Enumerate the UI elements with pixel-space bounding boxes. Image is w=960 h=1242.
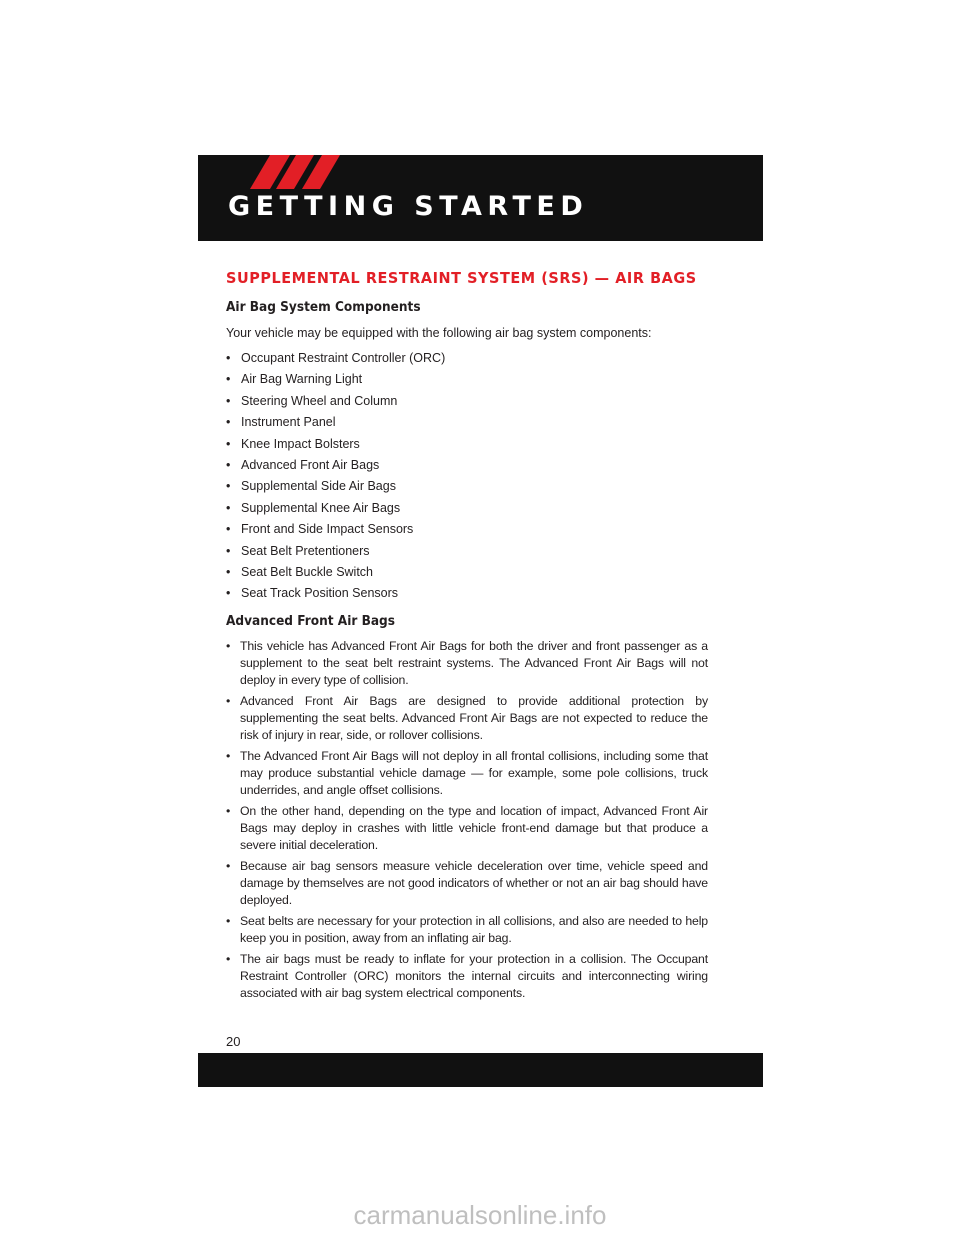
list-item: • Supplemental Side Air Bags bbox=[226, 479, 396, 494]
components-heading: Air Bag System Components bbox=[226, 299, 421, 315]
list-item: • Seat Track Position Sensors bbox=[226, 586, 399, 601]
list-item: • This vehicle has Advanced Front Air Bags for both the driver and front passenger as a supplement to the seat belt restraint systems. The Advanced Front Air Bags will not deploy in every type of collision. bbox=[226, 638, 708, 689]
header-bar bbox=[198, 155, 763, 241]
watermark-text: carmanualsonline.info bbox=[353, 1200, 607, 1230]
list-item: • Seat Belt Buckle Switch bbox=[226, 564, 374, 579]
racing-stripes-icon bbox=[250, 155, 345, 189]
list-item: • Front and Side Impact Sensors bbox=[226, 522, 414, 537]
list-item: • The air bags must be ready to inflate for your protection in a collision. The Occupant Restraint Controller (ORC) monitors the internal circuits and interconnecting wiring associated with air bag system electrical components. bbox=[226, 951, 708, 1002]
list-item: • Air Bag Warning Light bbox=[226, 372, 363, 387]
list-item: • Seat belts are necessary for your protection in all collisions, and also are needed to help keep you in position, away from an inflating air bag. bbox=[226, 913, 708, 947]
components-list bbox=[226, 348, 708, 605]
page-number: 20 bbox=[226, 1034, 241, 1049]
list-item: • On the other hand, depending on the type and location of impact, Advanced Front Air Bags may deploy in crashes with little vehicle front-end damage but that produce a severe initial deceleration. bbox=[226, 803, 708, 854]
list-item: • Advanced Front Air Bags are designed to provide additional protection by supplementing the seat belts. Advanced Front Air Bags are not expected to reduce the risk of injury in rear, side, or rollover collisions. bbox=[226, 693, 708, 744]
list-item: • Advanced Front Air Bags bbox=[226, 457, 380, 472]
list-item: • Occupant Restraint Controller (ORC) bbox=[226, 351, 446, 365]
advanced-front-air-bags-list bbox=[226, 638, 708, 1002]
footer-bar bbox=[198, 1053, 763, 1087]
list-item: • Steering Wheel and Column bbox=[226, 393, 398, 408]
list-item: • Supplemental Knee Air Bags bbox=[226, 500, 401, 515]
page-header-title: GETTING STARTED bbox=[228, 191, 589, 222]
main-content bbox=[226, 265, 708, 1006]
components-intro: Your vehicle may be equipped with the following air bag system components: bbox=[226, 326, 652, 340]
list-item: • Instrument Panel bbox=[226, 415, 336, 430]
list-item: • Seat Belt Pretentioners bbox=[226, 543, 370, 558]
advanced-front-air-bags-heading: Advanced Front Air Bags bbox=[226, 612, 395, 629]
list-item: • Knee Impact Bolsters bbox=[226, 436, 360, 451]
list-item: • The Advanced Front Air Bags will not deploy in all frontal collisions, including some that may produce substantial vehicle damage — for example, some pole collisions, truck underrides, and angle offset collisions. bbox=[226, 748, 708, 799]
section-title: SUPPLEMENTAL RESTRAINT SYSTEM (SRS) — AIR BAGS bbox=[226, 269, 697, 287]
list-item: • Because air bag sensors measure vehicle deceleration over time, vehicle speed and damage by themselves are not good indicators of whether or not an air bag should have deployed. bbox=[226, 858, 708, 909]
